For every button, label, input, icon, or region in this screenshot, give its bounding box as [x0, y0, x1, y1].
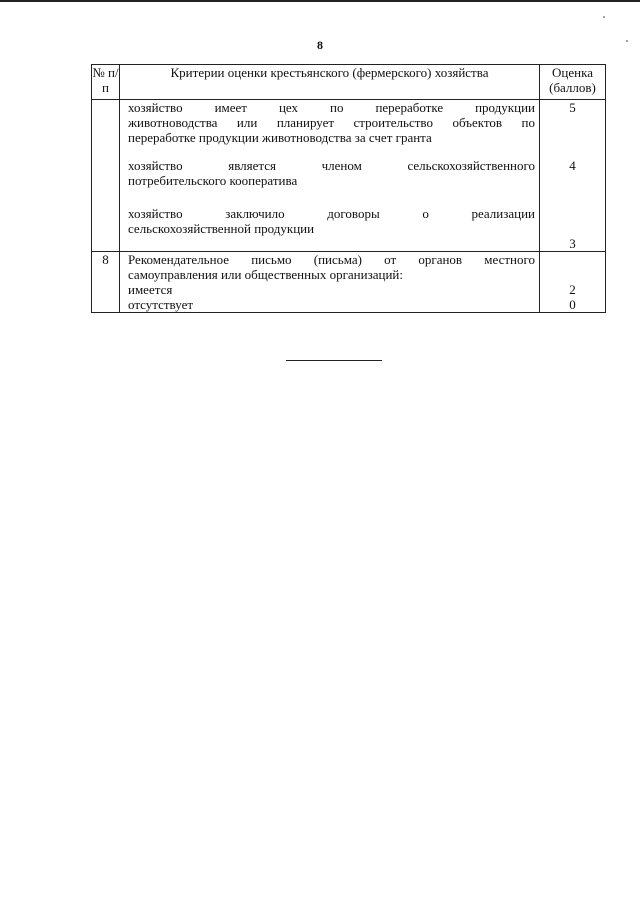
criterion-line: переработке продукции животноводства за счет гранта: [128, 130, 432, 145]
header-num: № п/п: [92, 65, 120, 100]
end-of-document-line: [286, 360, 382, 361]
criterion-line: сельскохозяйственной продукции: [128, 221, 315, 236]
criterion-line: хозяйство имеет цех по переработке продукции: [128, 100, 535, 115]
option-label: имеется: [128, 282, 173, 297]
score-value: 5: [569, 100, 576, 115]
header-score: Оценка (баллов): [540, 65, 606, 100]
header-criteria: Критерии оценки крестьянского (фермерского) хозяйства: [120, 65, 540, 100]
criterion-item-1: [128, 100, 535, 158]
score-value: 3: [569, 236, 576, 251]
criteria-cell-continued: [120, 100, 540, 252]
table-header-row: [92, 65, 606, 100]
criterion-line: потребительского кооператива: [128, 173, 298, 188]
option-label: отсутствует: [128, 297, 194, 312]
scan-speck: [626, 40, 628, 42]
criteria-cell-8: [120, 252, 540, 313]
score-cell-continued: [540, 100, 606, 252]
criterion-line: самоуправления или общественных организаций:: [128, 267, 403, 282]
score-value: 0: [569, 297, 576, 312]
criterion-item-2: [128, 158, 535, 206]
top-border-line: [0, 0, 640, 2]
criteria-table: [91, 64, 606, 313]
scan-speck: [603, 16, 605, 18]
criterion-line: хозяйство является членом сельскохозяйственного: [128, 158, 535, 173]
criterion-line: хозяйство заключило договоры о реализации: [128, 206, 535, 221]
score-value: 4: [569, 158, 576, 173]
row-num-8: 8: [92, 252, 120, 313]
row-num-empty: [92, 100, 120, 252]
score-cell-8: [540, 252, 606, 313]
page-number: 8: [317, 38, 323, 52]
criterion-line: животноводства или планирует строительство объектов по: [128, 115, 535, 130]
table-row-8: [92, 252, 606, 313]
criterion-item-3: [128, 206, 535, 251]
score-value: 2: [569, 282, 576, 297]
criterion-line: Рекомендательное письмо (письма) от органов местного: [128, 252, 535, 267]
table-row-continued: [92, 100, 606, 252]
